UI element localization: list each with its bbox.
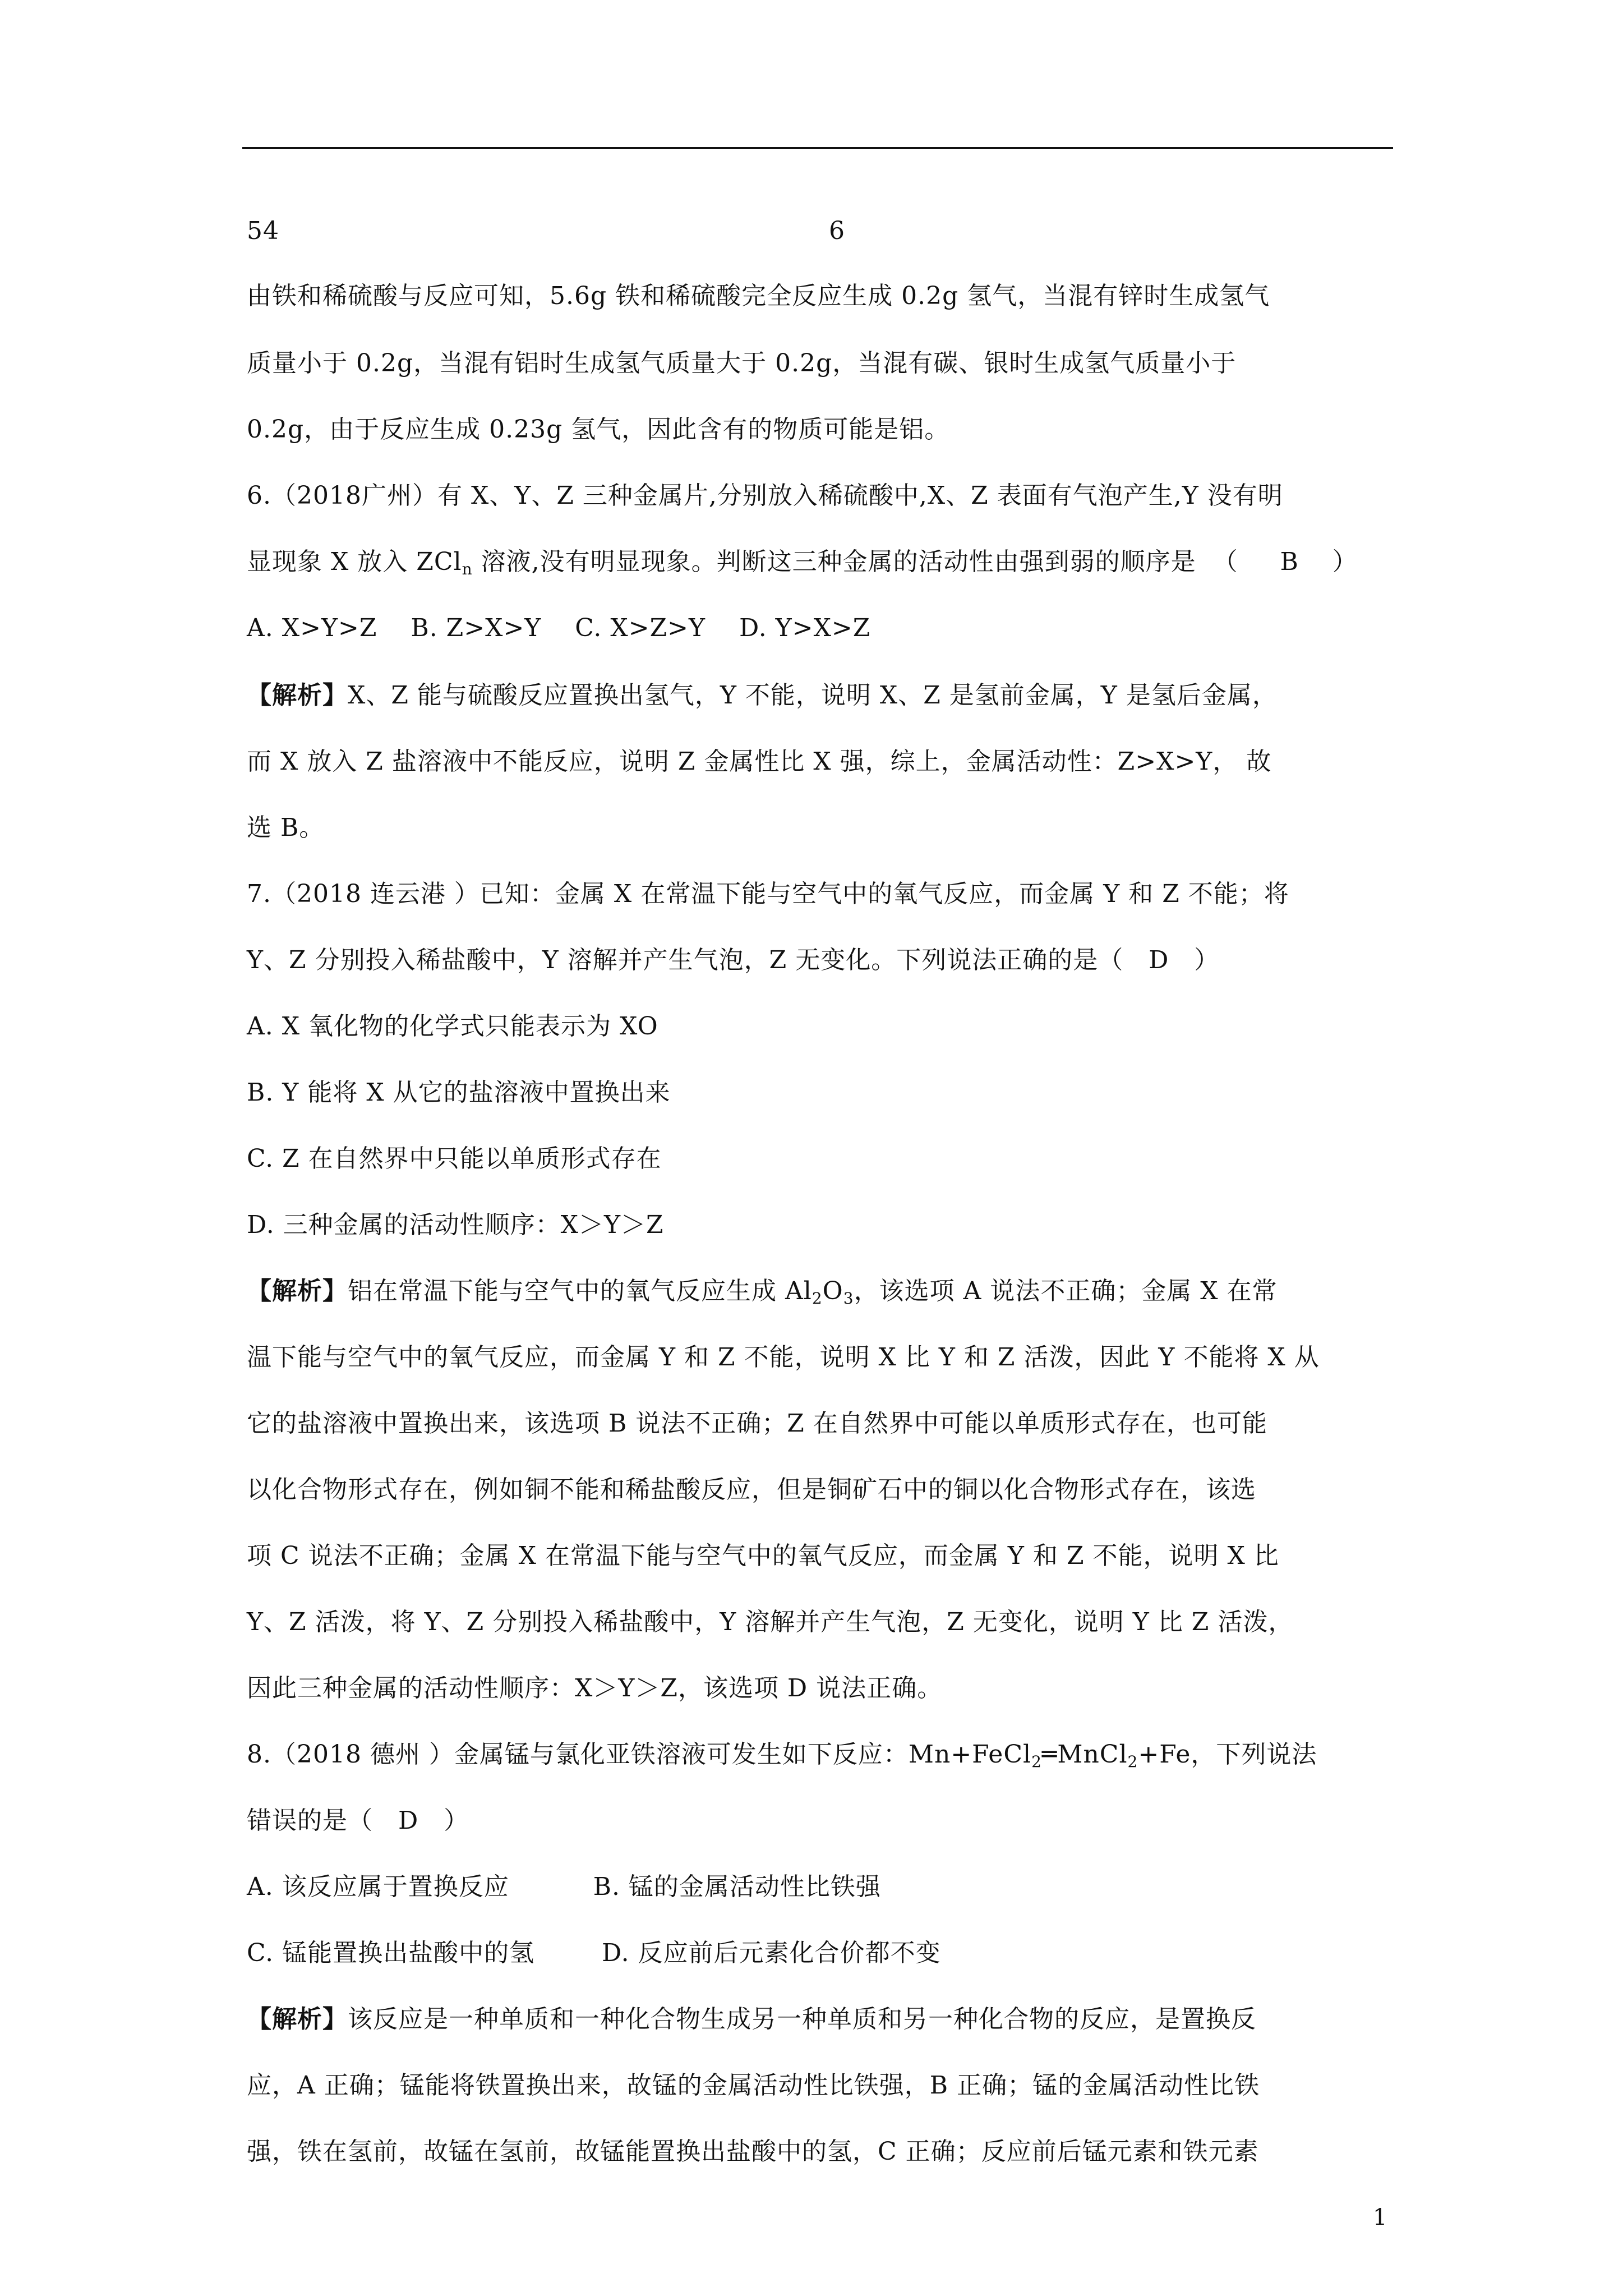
analysis-line: 选 B。: [247, 813, 325, 842]
question-7-line: Y、Z 分别投入稀盐酸中，Y 溶解并产生气泡，Z 无变化。下列说法正确的是（ D ）: [247, 946, 1220, 974]
question-6-options: A. X>Y>Z B. Z>X>Y C. X>Z>Y D. Y>X>Z: [247, 614, 871, 642]
header-rule: [242, 147, 1393, 149]
text-line: 质量小于 0.2g，当混有铝时生成氢气质量大于 0.2g，当混有碳、银时生成氢气质量小于: [247, 349, 1237, 378]
analysis-line: 应，A 正确；锰能将铁置换出来，故锰的金属活动性比铁强，B 正确；锰的金属活动性比铁: [247, 2071, 1260, 2100]
analysis-line: 【解析】该反应是一种单质和一种化合物生成另一种单质和另一种化合物的反应，是置换反: [247, 2005, 1256, 2033]
page-number: 1: [1373, 2205, 1387, 2230]
question-8-line: 错误的是（ D ）: [247, 1806, 469, 1835]
analysis-line: 项 C 说法不正确；金属 X 在常温下能与空气中的氧气反应，而金属 Y 和 Z 不能，说明 X 比: [247, 1542, 1279, 1570]
analysis-line: 而 X 放入 Z 盐溶液中不能反应，说明 Z 金属性比 X 强，综上，金属活动性：Z>X>Y， 故: [247, 747, 1272, 776]
analysis-tag: 【解析】: [247, 681, 348, 710]
text-line: 由铁和稀硫酸与反应可知，5.6g 铁和稀硫酸完全反应生成 0.2g 氢气，当混有锌时生成氢气: [247, 282, 1270, 310]
fraction-right: 6: [829, 217, 845, 245]
analysis-tag: 【解析】: [247, 2005, 348, 2033]
analysis-tag: 【解析】: [247, 1277, 348, 1305]
analysis-line: Y、Z 活泼，将 Y、Z 分别投入稀盐酸中，Y 溶解并产生气泡，Z 无变化，说明 Y 比 Z 活泼，: [247, 1608, 1294, 1636]
analysis-line: 强，铁在氢前，故锰在氢前，故锰能置换出盐酸中的氢，C 正确；反应前后锰元素和铁元素: [247, 2137, 1259, 2166]
analysis-line: 它的盐溶液中置换出来，该选项 B 说法不正确；Z 在自然界中可能以单质形式存在，也可能: [247, 1409, 1267, 1438]
fraction-left: 54: [247, 217, 279, 245]
analysis-line: 因此三种金属的活动性顺序：X＞Y＞Z，该选项 D 说法正确。: [247, 1674, 943, 1703]
question-7-option: A. X 氧化物的化学式只能表示为 XO: [247, 1012, 658, 1041]
question-7-option: B. Y 能将 X 从它的盐溶液中置换出来: [247, 1078, 671, 1107]
question-8-line: 8.（2018 德州 ）金属锰与氯化亚铁溶液可发生如下反应：Mn+FeCl$_2$═MnCl$_2$+Fe，下列说法: [247, 1740, 1317, 1771]
analysis-line: 以化合物形式存在，例如铜不能和稀盐酸反应，但是铜矿石中的铜以化合物形式存在，该选: [247, 1475, 1256, 1504]
analysis-line: 【解析】X、Z 能与硫酸反应置换出氢气，Y 不能，说明 X、Z 是氢前金属，Y 是氢后金属，: [247, 681, 1278, 710]
question-7-line: 7.（2018 连云港 ）已知：金属 X 在常温下能与空气中的氧气反应，而金属 Y 和 Z 不能；将: [247, 880, 1289, 908]
analysis-line: 【解析】铝在常温下能与空气中的氧气反应生成 $Al_2O_3$，该选项 A 说法不正确；金属 X 在常: [247, 1277, 1278, 1308]
question-6-line: 6.（2018广州）有 X、Y、Z 三种金属片,分别放入稀硫酸中,X、Z 表面有气泡产生,Y 没有明: [247, 481, 1283, 510]
question-6-line: 显现象 X 放入 ZCl$_n$ 溶液,没有明显现象。判断这三种金属的活动性由强到弱的顺序是 （ B ）: [247, 547, 1358, 578]
question-8-options: A. 该反应属于置换反应 B. 锰的金属活动性比铁强: [247, 1872, 881, 1901]
question-7-option: C. Z 在自然界中只能以单质形式存在: [247, 1144, 662, 1173]
question-7-option: D. 三种金属的活动性顺序：X＞Y＞Z: [247, 1211, 664, 1239]
question-8-options: C. 锰能置换出盐酸中的氢 D. 反应前后元素化合价都不变: [247, 1939, 941, 1967]
text-line: 0.2g，由于反应生成 0.23g 氢气，因此含有的物质可能是铝。: [247, 415, 950, 444]
analysis-line: 温下能与空气中的氧气反应，而金属 Y 和 Z 不能，说明 X 比 Y 和 Z 活泼，因此 Y 不能将 X 从: [247, 1343, 1320, 1372]
